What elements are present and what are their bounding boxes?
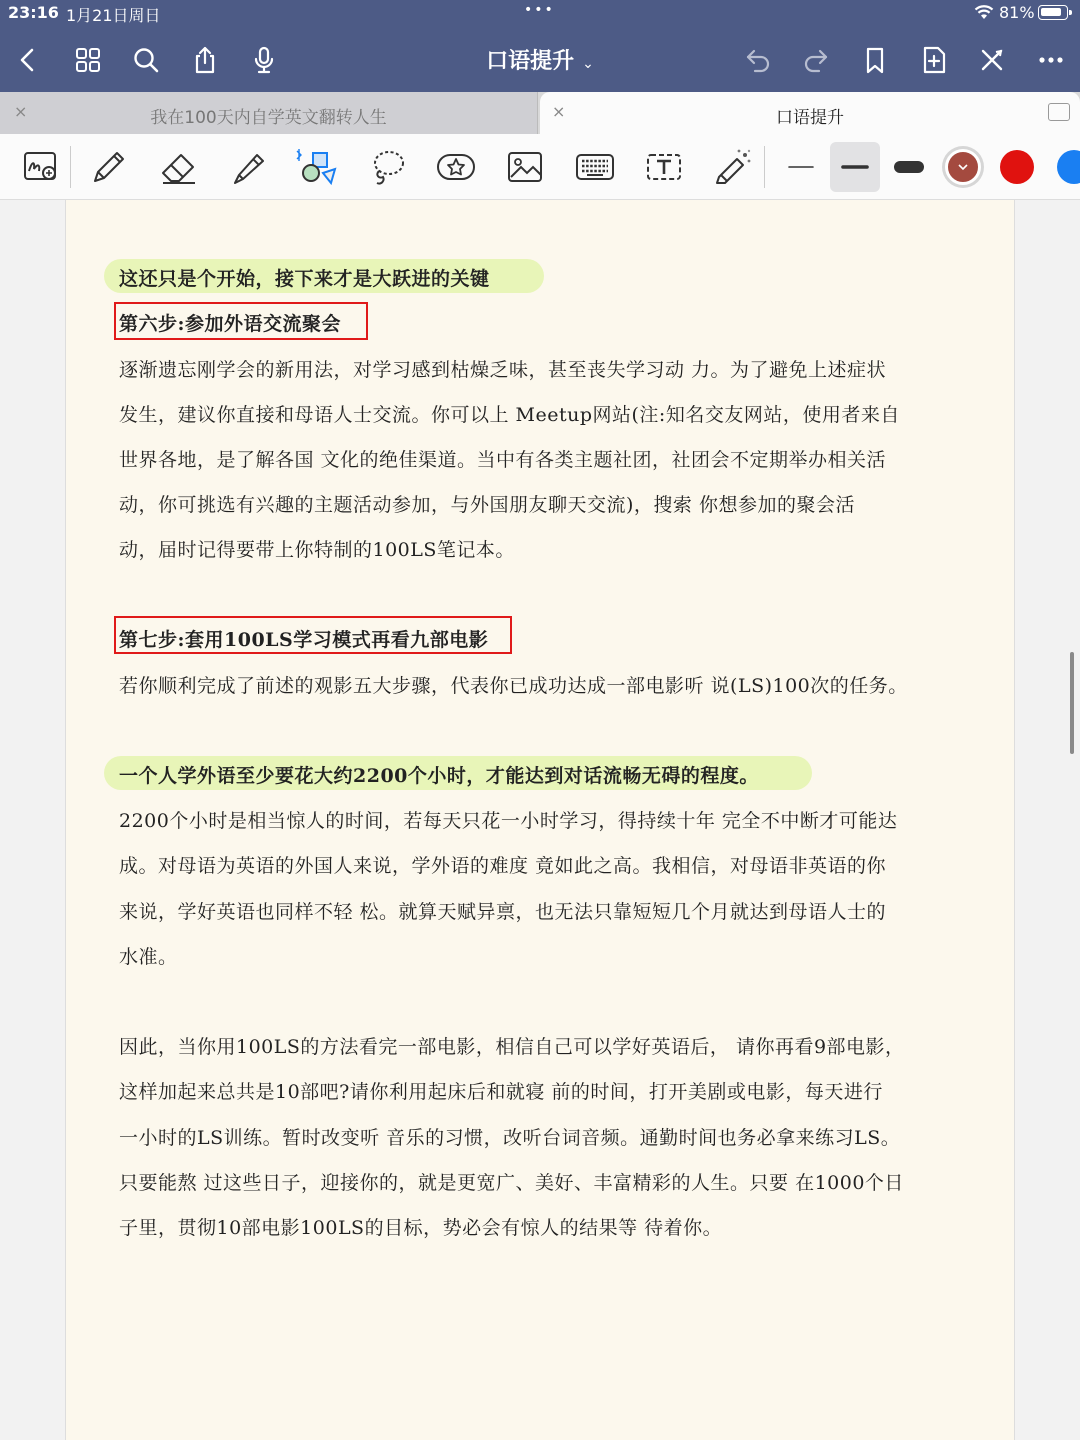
undo-button[interactable] — [738, 40, 778, 80]
add-page-icon — [919, 45, 949, 75]
highlighter-tool[interactable] — [224, 142, 274, 192]
dictation-button[interactable] — [244, 40, 284, 80]
read-only-mode-button[interactable] — [16, 142, 66, 192]
close-icon — [977, 45, 1007, 75]
tab-oral-improvement[interactable] — [540, 92, 1080, 134]
notebook-page[interactable] — [65, 200, 1015, 1440]
vertical-scrollbar[interactable] — [1070, 652, 1074, 754]
paragraph-line: 动，你可挑选有兴趣的主题活动参加，与外国朋友聊天交流)，搜索 你想参加的聚会活 — [119, 494, 855, 516]
bookmark-icon — [860, 45, 890, 75]
paragraph-line: 水准。 — [119, 946, 178, 968]
grid-icon — [73, 45, 103, 75]
keyboard-icon — [573, 145, 617, 189]
bookmark-button[interactable] — [855, 40, 895, 80]
toolbar-divider — [764, 146, 765, 188]
top-bar — [0, 0, 1080, 92]
more-button[interactable] — [1031, 40, 1071, 80]
annotation-toolbar — [0, 134, 1080, 200]
search-button[interactable] — [126, 40, 166, 80]
color-blue[interactable] — [1057, 150, 1080, 184]
lasso-icon — [365, 145, 409, 189]
tab-label: 口语提升 — [776, 108, 844, 128]
document-title-menu[interactable] — [440, 44, 640, 75]
chevron-left-icon — [13, 45, 43, 75]
image-icon — [503, 145, 547, 189]
text-box-icon — [642, 145, 686, 189]
split-view-icon[interactable] — [1048, 103, 1070, 121]
lasso-tool[interactable] — [362, 142, 412, 192]
highlight-text: 这还只是个开始，接下来才是大跃进的关键 — [119, 268, 490, 290]
paragraph-line: 动，届时记得要带上你特制的100LS笔记本。 — [119, 539, 515, 561]
undo-icon — [743, 45, 773, 75]
share-icon — [190, 45, 220, 75]
paragraph-line: 来说，学好英语也同样不轻 松。就算天赋异禀，也无法只靠短短几个月就达到母语人士的 — [119, 901, 887, 923]
tab-close-icon[interactable]: × — [552, 102, 566, 121]
image-tool[interactable] — [500, 142, 550, 192]
share-button[interactable] — [185, 40, 225, 80]
paragraph-line: 发生，建议你直接和母语人士交流。你可以上 Meetup网站(注:知名交友网站，使用者来自 — [119, 404, 900, 426]
paragraph-line: 子里，贯彻10部电影100LS的目标，势必会有惊人的结果等 待着你。 — [119, 1217, 723, 1239]
text-tool[interactable] — [639, 142, 689, 192]
add-page-button[interactable] — [914, 40, 954, 80]
paragraph-line: 2200个小时是相当惊人的时间，若每天只花一小时学习，得持续十年 完全不中断才可能达 — [119, 810, 898, 832]
color-red[interactable] — [1000, 150, 1034, 184]
pen-tool[interactable] — [84, 142, 134, 192]
pen-icon — [87, 145, 131, 189]
more-icon — [1036, 45, 1066, 75]
thumbnails-button[interactable] — [68, 40, 108, 80]
paragraph-line: 若你顺利完成了前述的观影五大步骤，代表你已成功达成一部电影听 说(LS)100次的任务。 — [119, 675, 908, 697]
redo-button[interactable] — [796, 40, 836, 80]
keyboard-tool[interactable] — [570, 142, 620, 192]
tab-close-icon[interactable]: × — [14, 102, 28, 121]
status-date: 1月21日周日 — [66, 6, 161, 25]
tab-label: 我在100天内自学英文翻转人生 — [150, 108, 387, 128]
status-bar — [0, 0, 1080, 26]
paragraph-line: 因此，当你用100LS的方法看完一部电影，相信自己可以学好英语后， 请你再看9部电影， — [119, 1036, 905, 1058]
laser-pointer-icon — [711, 145, 755, 189]
tab-100-days[interactable] — [0, 92, 538, 134]
eraser-tool[interactable] — [154, 142, 204, 192]
tab-bar — [0, 92, 1080, 134]
sticker-star-icon — [434, 145, 478, 189]
stroke-medium-button[interactable] — [830, 142, 880, 192]
shapes-icon — [295, 145, 339, 189]
paragraph-line: 世界各地，是了解各国 文化的绝佳渠道。当中有各类主题社团，社团会不定期举办相关活 — [119, 449, 887, 471]
document-title: 口语提升 — [486, 49, 575, 74]
color-brown-selected[interactable] — [945, 149, 981, 185]
thin-line-icon — [786, 162, 816, 172]
highlight-text: 一个人学外语至少要花大约2200个小时，才能达到对话流畅无碍的程度。 — [119, 765, 759, 787]
elements-tool[interactable] — [431, 142, 481, 192]
microphone-icon — [249, 45, 279, 75]
redo-icon — [801, 45, 831, 75]
eraser-icon — [157, 145, 201, 189]
chevron-down-icon: ⌄ — [582, 56, 594, 72]
step-heading: 第七步:套用100LS学习模式再看九部电影 — [119, 629, 489, 651]
shape-tool[interactable] — [292, 142, 342, 192]
paragraph-line: 只要能熬 过这些日子，迎接你的，就是更宽广、美好、丰富精彩的人生。只要 在1000个日 — [119, 1172, 904, 1194]
toolbar-divider — [70, 146, 71, 188]
handwriting-zoom-icon — [19, 145, 63, 189]
battery-icon — [1038, 5, 1068, 20]
stroke-thick-button[interactable] — [884, 142, 934, 192]
battery-percent: 81% — [999, 3, 1035, 22]
back-button[interactable] — [8, 40, 48, 80]
medium-line-icon — [840, 162, 870, 172]
chevron-down-icon — [948, 152, 978, 182]
paragraph-line: 成。对母语为英语的外国人来说，学外语的难度 竟如此之高。我相信，对母语非英语的你 — [119, 855, 887, 877]
paragraph-line: 逐渐遗忘刚学会的新用法，对学习感到枯燥乏味，甚至丧失学习动 力。为了避免上述症状 — [119, 359, 887, 381]
close-document-button[interactable] — [972, 40, 1012, 80]
paragraph-line: 这样加起来总共是10部吧?请你利用起床后和就寝 前的时间，打开美剧或电影，每天进行 — [119, 1081, 883, 1103]
stroke-thin-button[interactable] — [776, 142, 826, 192]
search-icon — [131, 45, 161, 75]
paragraph-line: 一小时的LS训练。暂时改变听 音乐的习惯，改听台词音频。通勤时间也务必拿来练习LS。 — [119, 1127, 901, 1149]
wifi-icon — [974, 4, 994, 20]
step-heading: 第六步:参加外语交流聚会 — [119, 313, 342, 335]
thick-line-icon — [894, 159, 924, 175]
laser-pointer-tool[interactable] — [708, 142, 758, 192]
highlighter-icon — [227, 145, 271, 189]
multitask-dots[interactable]: ••• — [524, 2, 555, 18]
status-time: 23:16 — [8, 3, 59, 22]
